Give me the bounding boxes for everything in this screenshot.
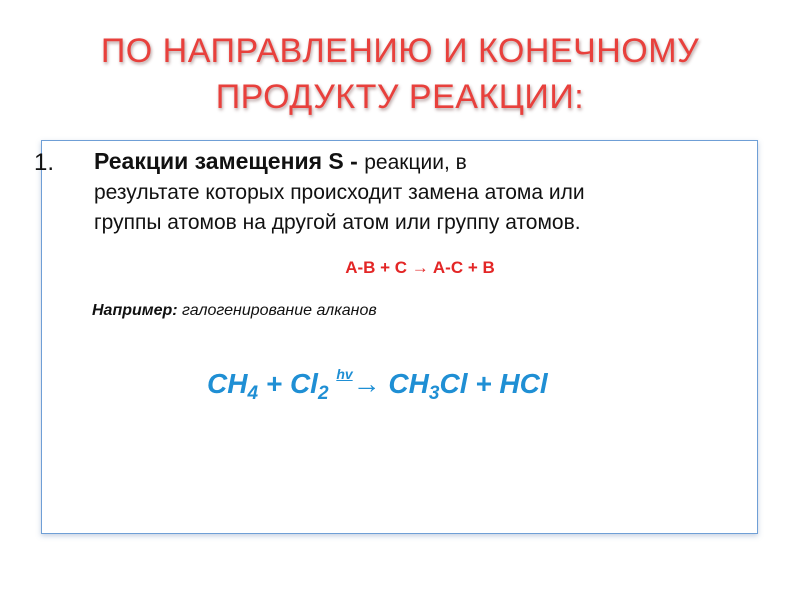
item-term: Реакции замещения S: [94, 148, 344, 174]
example-label: Например:: [92, 302, 178, 319]
item-definition-line-2: результате которых происходит замена атома или: [94, 181, 585, 204]
slide-title: [0, 28, 800, 120]
equation-condition: hv: [336, 366, 353, 382]
equation-products: Cl + HCl: [439, 368, 548, 399]
item-definition-line-3: группы атомов на другой атом или группу атомов.: [94, 211, 581, 234]
equation-arrow-ch: → CH: [352, 368, 429, 399]
item-definition-line-1: реакции, в: [364, 151, 467, 174]
slide-title-line-1: ПО НАПРАВЛЕНИЮ И КОНЕЧНОМУ: [100, 32, 700, 70]
slide-title-line-2: ПРОДУКТУ РЕАКЦИИ:: [215, 78, 585, 116]
item-text: [94, 146, 724, 238]
chemical-equation: [207, 366, 548, 405]
equation-plus-cl: + Cl: [258, 368, 318, 399]
equation-ch-subscript: 4: [247, 383, 259, 404]
general-reaction-scheme: A-B + C → A-C + B: [345, 258, 495, 277]
numbered-item-1: [34, 146, 724, 238]
equation-cl-subscript: 2: [317, 383, 329, 404]
item-separator: -: [343, 148, 365, 174]
item-number: 1.: [34, 149, 55, 176]
equation-ch: CH: [207, 368, 248, 399]
example-line: [92, 302, 377, 320]
example-text: галогенирование алканов: [177, 302, 377, 319]
equation-ch3-subscript: 3: [428, 383, 440, 404]
